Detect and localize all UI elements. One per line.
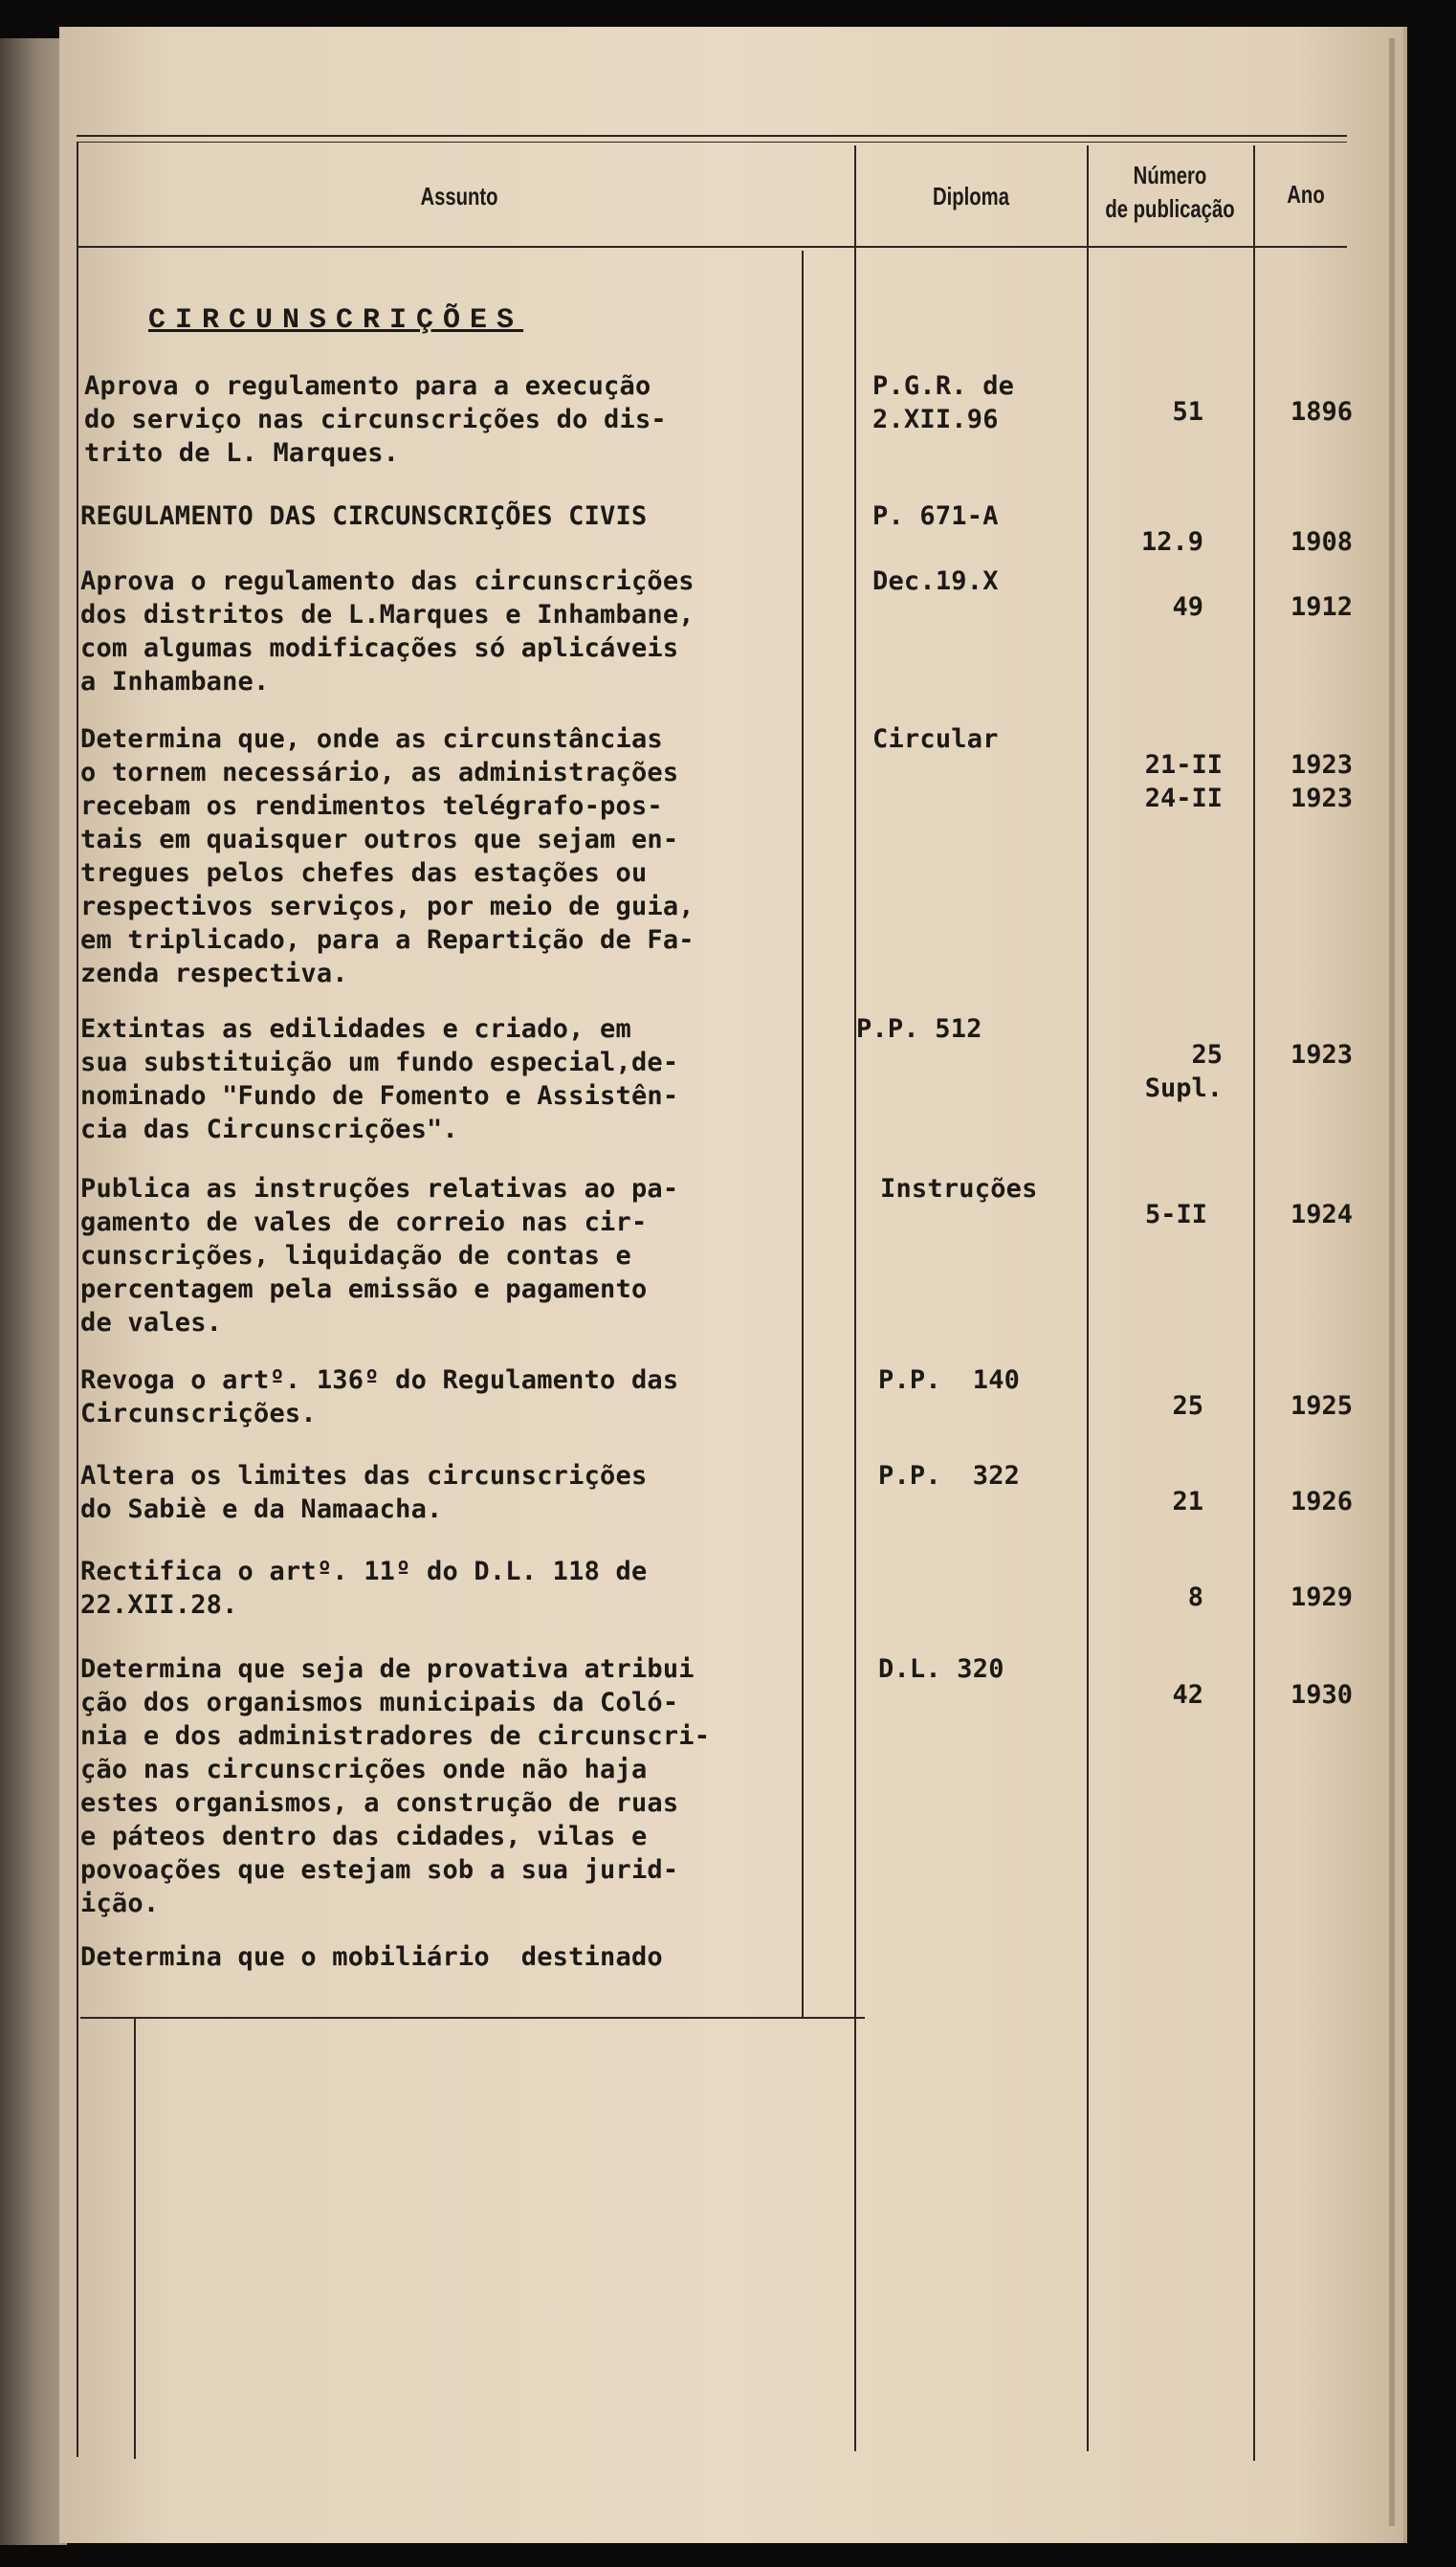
header-assunto: Assunto [420,182,498,210]
table-top-rule [77,135,1347,137]
entry-diploma: D.L. 320 [878,1654,1004,1684]
inner-rule-assunto [802,251,804,2019]
entry-diploma: Circular [872,724,999,754]
entry-assunto: Rectifica o artº. 11º do D.L. 118 de 22.XII.28. [80,1557,648,1620]
entry-assunto: Determina que seja de provativa atribui ção dos organismos municipais da Coló- nia e dos administradores de circunscri- ção nas circunscrições onde não haja estes organismos, a construção de ruas e páteos dentro das cidades, vilas e povoações que estejam sob a sua jurid- ição. [80,1654,711,1918]
entry-ano: 1912 [1290,592,1353,622]
entry-numero: 49 [1172,592,1203,622]
entry-ano: 1925 [1290,1391,1353,1421]
inner-rule-lower [134,2019,136,2459]
entry-assunto: Aprova o regulamento para a execução do serviço nas circunscrições do dis- trito de L. Marques. [84,371,667,468]
entry-numero: 21 [1172,1487,1203,1516]
entry-numero: 12.9 [1140,527,1203,557]
entry-ano: 1896 [1290,397,1353,427]
page-edge-stack [1389,38,1395,2526]
entry-assunto: Determina que o mobiliário destinado [80,1942,663,1972]
entry-ano: 1929 [1290,1582,1353,1612]
entry-assunto: Aprova o regulamento das circunscrições dos distritos de L.Marques e Inhambane, com algumas modificações só aplicáveis a Inhambane. [80,566,695,697]
entry-assunto: Altera os limites das circunscrições do Sabiè e da Namaacha. [80,1461,648,1524]
entry-assunto: Revoga o artº. 136º do Regulamento das Circunscrições. [80,1365,679,1428]
header-diploma: Diploma [932,182,1009,210]
entry-ano: 1926 [1290,1487,1353,1516]
entry-numero: 42 [1172,1680,1203,1710]
entry-assunto: Publica as instruções relativas ao pa- gamento de vales de correio nas cir- cunscrições, liquidação de contas e percentagem pela emissão e pagamento de vales. [80,1174,679,1338]
header-ano: Ano [1287,180,1325,209]
entry-numero: 5-II [1144,1200,1207,1229]
entry-ano: 1924 [1290,1200,1353,1229]
entry-numero: 8 [1187,1582,1203,1612]
entry-ano: 1923 1923 [1290,750,1353,813]
entry-numero: 51 [1172,397,1203,427]
table-top-rule-inner [77,142,1347,143]
table-left-rule [77,142,78,2457]
entry-numero: 21-II 24-II [1144,750,1223,813]
entry-diploma: P.P. 512 [856,1014,982,1044]
entry-ano: 1923 [1290,1040,1353,1070]
entry-numero: 25 [1172,1391,1203,1421]
entry-assunto: Determina que, onde as circunstâncias o tornem necessário, as administrações recebam os rendimentos telégrafo-pos- tais em quaisquer outros que sejam en- tregues pelos chefes das estações ou respectivos serviços, por meio de guia, em triplicado, para a Repartição de Fa- zenda respectiva. [80,724,695,988]
section-title: CIRCUNSCRIÇÕES [148,304,524,337]
entry-numero: 25 Supl. [1144,1040,1223,1103]
entry-diploma: Dec.19.X [872,566,999,596]
col-rule-numero [1087,145,1089,2451]
entry-ano: 1908 [1290,527,1353,557]
entry-assunto: REGULAMENTO DAS CIRCUNSCRIÇÕES CIVIS [80,501,648,531]
entry-diploma: Instruções [880,1174,1038,1204]
entry-diploma: P.P. 140 [878,1365,1021,1395]
entry-diploma: P.G.R. de 2.XII.96 [872,371,1015,434]
facing-page-edge [0,38,67,2545]
pasted-slip-bottom-rule [80,2017,865,2019]
entry-assunto: Extintas as edilidades e criado, em sua substituição um fundo especial,de- nominado "Fundo de Fomento e Assistên- cia das Circunscrições". [80,1014,679,1144]
entry-ano: 1930 [1290,1680,1353,1710]
header-bottom-rule [77,246,1347,248]
col-rule-ano [1253,145,1255,2461]
entry-diploma: P.P. 322 [878,1461,1021,1491]
entry-diploma: P. 671-A [872,501,999,531]
header-numero: Número [1133,161,1207,189]
header-publicacao: de publicação [1105,194,1235,223]
col-rule-diploma [854,145,856,2451]
